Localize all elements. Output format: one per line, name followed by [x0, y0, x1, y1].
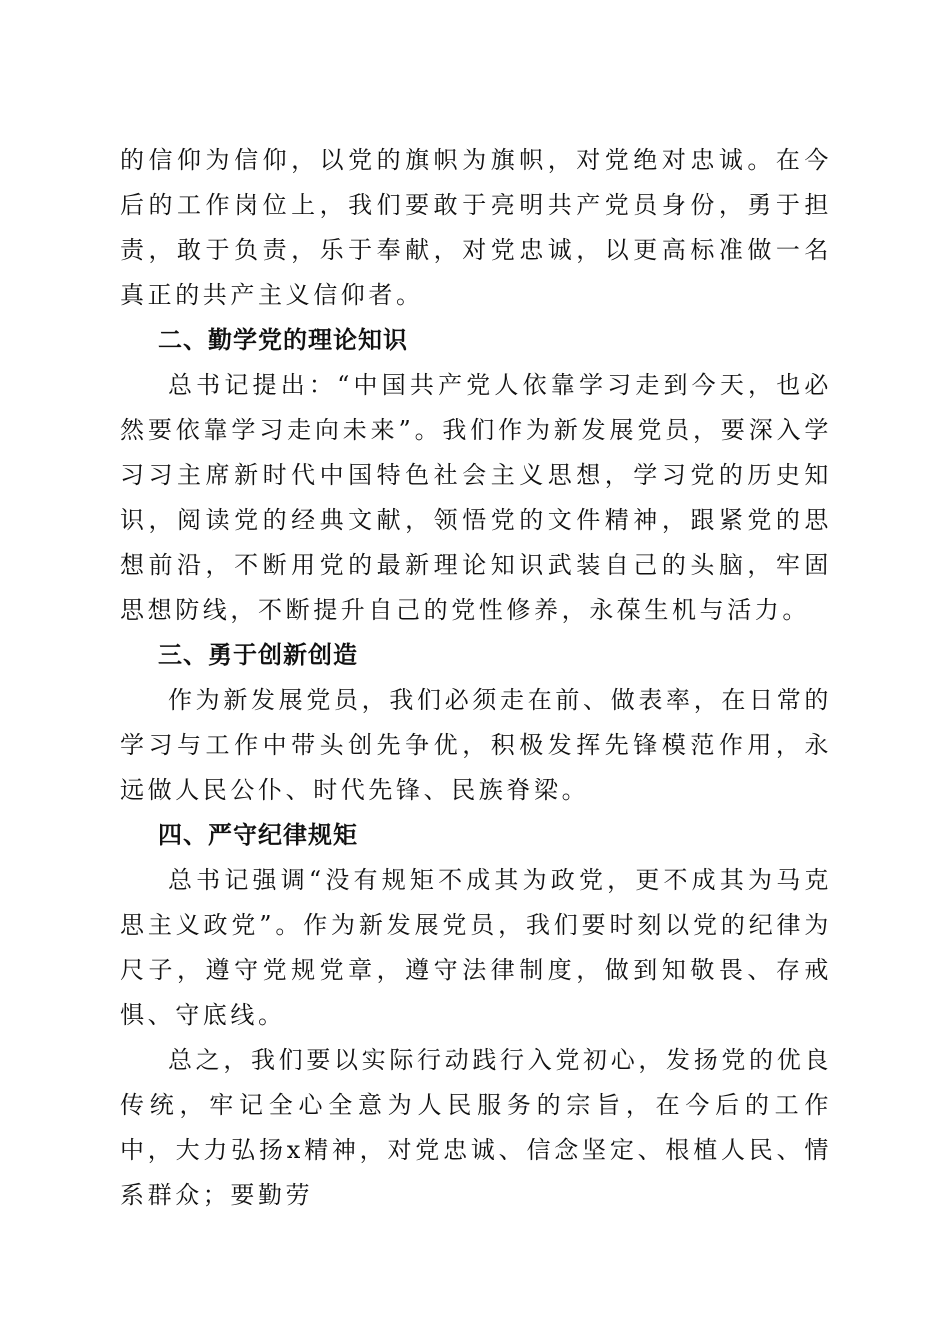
paragraph-study-theory: 总书记提出：“中国共产党人依靠学习走到今天，也必然要依靠学习走向未来”。我们作为新发展党员，要深入学习习主席新时代中国特色社会主义思想，学习党的历史知识，阅读党的经典文献，领悟党的文件精神，跟紧党的思想前沿，不断用党的最新理论知识武装自己的头脑，牢固思想防线，不断提升自己的党性修养，永葆生机与活力。 [120, 371, 832, 624]
section-heading-2: 二、勤学党的理论知识 [158, 326, 408, 354]
paragraph-discipline: 总书记强调“没有规矩不成其为政党，更不成其为马克思主义政党”。作为新发展党员，我们要时刻以党的纪律为尺子，遵守党规党章，遵守法律制度，做到知敬畏、存戒惧、守底线。 [120, 866, 832, 1029]
section-heading-4: 四、严守纪律规矩 [158, 821, 358, 849]
paragraph-continuation: 的信仰为信仰，以党的旗帜为旗帜，对党绝对忠诚。在今后的工作岗位上，我们要敢于亮明共产党员身份，勇于担责，敢于负责，乐于奉献，对党忠诚，以更高标准做一名真正的共产主义信仰者。 [120, 146, 832, 309]
paragraph-conclusion: 总之，我们要以实际行动践行入党初心，发扬党的优良传统，牢记全心全意为人民服务的宗旨，在今后的工作中，大力弘扬x精神，对党忠诚、信念坚定、根植人民、情系群众；要勤劳 [120, 1046, 832, 1209]
paragraph-innovation: 作为新发展党员，我们必须走在前、做表率，在日常的学习与工作中带头创先争优，积极发挥先锋模范作用，永远做人民公仆、时代先锋、民族脊梁。 [120, 686, 832, 804]
section-heading-3: 三、勇于创新创造 [158, 641, 358, 669]
document-page [120, 138, 832, 1218]
